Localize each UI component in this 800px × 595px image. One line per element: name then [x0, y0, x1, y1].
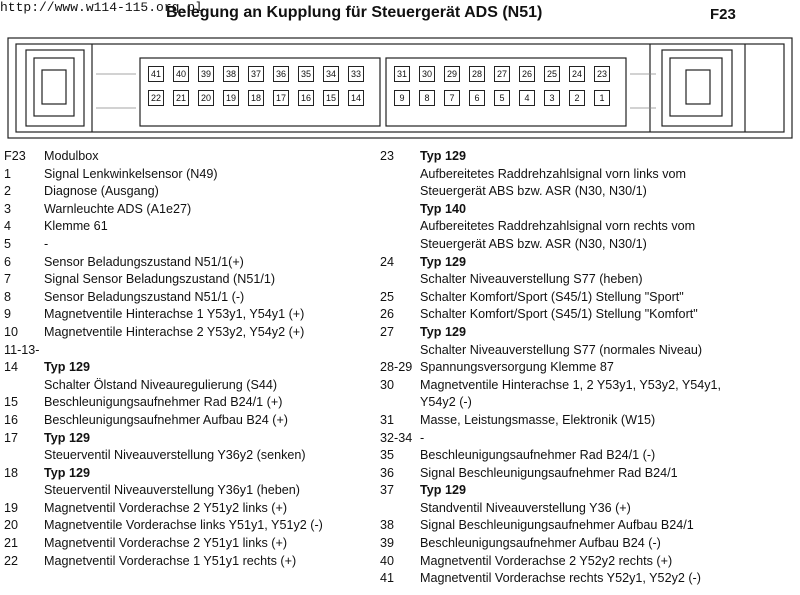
- pin-list-row: [4, 201, 380, 219]
- pin-list-row: [4, 166, 380, 184]
- pin-description: -: [44, 236, 49, 251]
- pin-number: 20: [4, 518, 19, 533]
- pin-list-row: [380, 394, 800, 412]
- pin-number: 14: [4, 360, 19, 375]
- pin-number: 39: [380, 536, 395, 551]
- pin-description: Signal Beschleunigungsaufnehmer Aufbau B24/1: [420, 518, 694, 533]
- pin-list-left: [4, 148, 380, 570]
- pin-description: Sensor Beladungszustand N51/1(+): [44, 254, 244, 269]
- figure-label: F23: [710, 6, 736, 23]
- connector-outline: [0, 24, 800, 142]
- connector-pin: 33: [348, 66, 364, 82]
- pin-list-row: [4, 500, 380, 518]
- pin-list-row: [380, 570, 800, 588]
- pin-number: 3: [4, 201, 12, 216]
- pin-list-row: [380, 482, 800, 500]
- pin-description: Beschleunigungsaufnehmer Rad B24/1 (-): [420, 448, 656, 463]
- pin-description: Spannungsversorgung Klemme 87: [420, 360, 614, 375]
- pin-list-row: [380, 447, 800, 465]
- model-type-label: Typ 129: [420, 149, 466, 163]
- pin-list-row: [380, 430, 800, 448]
- pin-list-row: [380, 517, 800, 535]
- pin-description: Signal Beschleunigungsaufnehmer Rad B24/1: [420, 465, 678, 480]
- pin-list-right: [380, 148, 800, 588]
- pin-description: Warnleuchte ADS (A1e27): [44, 201, 192, 216]
- connector-pin: 37: [248, 66, 264, 82]
- pin-number: 40: [380, 553, 395, 568]
- pin-list-row: [380, 271, 800, 289]
- pin-number: 36: [380, 465, 395, 480]
- connector-pin: 15: [323, 90, 339, 106]
- pin-number: 2: [4, 184, 12, 199]
- connector-pin: 29: [444, 66, 460, 82]
- pin-list-row: [380, 201, 800, 219]
- pin-list-row: [380, 324, 800, 342]
- pin-list-row: [4, 306, 380, 324]
- pin-number: 41: [380, 571, 395, 586]
- pin-list-row: [380, 166, 800, 184]
- pin-number: 37: [380, 483, 395, 498]
- pin-number: 35: [380, 448, 395, 463]
- connector-pin: 19: [223, 90, 239, 106]
- connector-pin: 2: [569, 90, 585, 106]
- connector-pin: 3: [544, 90, 560, 106]
- pin-list-row: [4, 359, 380, 377]
- pin-list-row: [4, 465, 380, 483]
- pin-number: 24: [380, 254, 395, 269]
- connector-pin: 38: [223, 66, 239, 82]
- pin-description: Magnetventil Vorderachse 2 Y51y1 links (+): [44, 536, 288, 551]
- pin-number: 26: [380, 307, 395, 322]
- pin-list-row: [380, 289, 800, 307]
- pin-number: 27: [380, 324, 395, 339]
- pin-description: Steuergerät ABS bzw. ASR (N30, N30/1): [420, 184, 647, 199]
- pin-number: 25: [380, 289, 395, 304]
- connector-pin: 14: [348, 90, 364, 106]
- connector-pin: 5: [494, 90, 510, 106]
- pin-number: 38: [380, 518, 395, 533]
- pin-number: 9: [4, 307, 12, 322]
- pin-number: 18: [4, 465, 19, 480]
- connector-pin: 34: [323, 66, 339, 82]
- pin-list-row: [4, 289, 380, 307]
- pin-description: Schalter Niveauverstellung S77 (heben): [420, 272, 643, 287]
- connector-pin: 20: [198, 90, 214, 106]
- pin-list-row: [4, 535, 380, 553]
- connector-pin: 6: [469, 90, 485, 106]
- pin-list-row: [4, 553, 380, 571]
- pin-list-row: [380, 218, 800, 236]
- pin-list-row: [4, 517, 380, 535]
- pin-number: 5: [4, 236, 12, 251]
- pin-list-row: [380, 359, 800, 377]
- pin-number: 19: [4, 500, 19, 515]
- pin-list-row: [380, 183, 800, 201]
- pin-number: 32-34: [380, 430, 413, 445]
- pin-number: 16: [4, 412, 19, 427]
- pin-description: Beschleunigungsaufnehmer Aufbau B24 (+): [44, 412, 288, 427]
- connector-housing: [8, 38, 792, 138]
- connector-pin: 36: [273, 66, 289, 82]
- connector-pin: 25: [544, 66, 560, 82]
- pin-description: Steuergerät ABS bzw. ASR (N30, N30/1): [420, 236, 647, 251]
- connector-pin: 18: [248, 90, 264, 106]
- pin-description: Schalter Ölstand Niveauregulierung (S44): [44, 377, 278, 392]
- pin-description: Magnetventil Vorderachse 1 Y51y1 rechts (+): [44, 553, 297, 568]
- pin-description: Klemme 61: [44, 219, 108, 234]
- pin-number: 23: [380, 149, 395, 163]
- connector-pin: 21: [173, 90, 189, 106]
- pin-number: 31: [380, 412, 395, 427]
- pin-description: Beschleunigungsaufnehmer Rad B24/1 (+): [44, 395, 283, 410]
- pin-list-row: [4, 218, 380, 236]
- connector-pin: 23: [594, 66, 610, 82]
- pin-number: 7: [4, 272, 12, 287]
- pin-list-row: [4, 482, 380, 500]
- pin-list-row: [380, 377, 800, 395]
- pin-list-row: [4, 394, 380, 412]
- pin-number: 21: [4, 536, 19, 551]
- connector-pin: 31: [394, 66, 410, 82]
- connector-pin: 26: [519, 66, 535, 82]
- pin-description: Magnetventile Vorderachse links Y51y1, Y51y2 (-): [44, 518, 323, 533]
- pin-description: Magnetventile Hinterachse 1, 2 Y53y1, Y53y2, Y54y1,: [420, 377, 722, 392]
- pin-description: Aufbereitetes Raddrehzahlsignal vorn rechts vom: [420, 219, 696, 234]
- pin-list-row: [380, 465, 800, 483]
- connector-pin: 35: [298, 66, 314, 82]
- pin-number: 6: [4, 254, 12, 269]
- model-type-label: Typ 129: [420, 254, 466, 269]
- left-latch: [26, 50, 84, 126]
- pin-list-row: [4, 254, 380, 272]
- pin-list-row: [4, 324, 380, 342]
- page-title: Belegung an Kupplung für Steuergerät ADS (N51): [166, 4, 543, 21]
- pin-description: -: [420, 430, 425, 445]
- pin-list-row: [380, 236, 800, 254]
- connector-pin: 8: [419, 90, 435, 106]
- pin-list-row: [4, 430, 380, 448]
- pin-description: Beschleunigungsaufnehmer Aufbau B24 (-): [420, 536, 661, 551]
- pin-list-row: [4, 183, 380, 201]
- pin-list-row: [380, 342, 800, 360]
- pin-description: Standventil Niveauverstellung Y36 (+): [420, 500, 631, 515]
- connector-pin: 28: [469, 66, 485, 82]
- connector-pin: 9: [394, 90, 410, 106]
- pin-number: F23: [4, 149, 26, 163]
- connector-diagram: [0, 24, 800, 142]
- connector-pin: 16: [298, 90, 314, 106]
- connector-pin: 30: [419, 66, 435, 82]
- connector-pin: 40: [173, 66, 189, 82]
- pin-list-row: [4, 342, 380, 360]
- pin-description: Steuerventil Niveauverstellung Y36y2 (senken): [44, 448, 306, 463]
- model-type-label: Typ 140: [420, 201, 466, 216]
- model-type-label: Typ 129: [44, 465, 90, 480]
- pin-description: Signal Lenkwinkelsensor (N49): [44, 166, 218, 181]
- pin-list-row: [380, 553, 800, 571]
- pin-description: Schalter Komfort/Sport (S45/1) Stellung "Sport": [420, 289, 684, 304]
- pin-number: 28-29: [380, 360, 413, 375]
- pin-description: Magnetventil Vorderachse 2 Y52y2 rechts (+): [420, 553, 673, 568]
- pin-number: 4: [4, 219, 12, 234]
- pin-list-row: [4, 377, 380, 395]
- connector-pin: 7: [444, 90, 460, 106]
- pin-description: Signal Sensor Beladungszustand (N51/1): [44, 272, 276, 287]
- connector-pin: 24: [569, 66, 585, 82]
- pin-description: Schalter Komfort/Sport (S45/1) Stellung "Komfort": [420, 307, 698, 322]
- connector-pin: 41: [148, 66, 164, 82]
- pin-description: Sensor Beladungszustand N51/1 (-): [44, 289, 245, 304]
- pin-list-row: [380, 535, 800, 553]
- model-type-label: Typ 129: [44, 360, 90, 375]
- pin-description: Y54y2 (-): [420, 395, 472, 410]
- pin-description: Masse, Leistungsmasse, Elektronik (W15): [420, 412, 656, 427]
- connector-pin: 1: [594, 90, 610, 106]
- pin-list-row: [380, 306, 800, 324]
- pin-number: 8: [4, 289, 12, 304]
- pin-number: 30: [380, 377, 395, 392]
- pin-description: Schalter Niveauverstellung S77 (normales Niveau): [420, 342, 703, 357]
- pin-list-row: [4, 447, 380, 465]
- connector-pin: 4: [519, 90, 535, 106]
- pin-list-row: [4, 148, 380, 166]
- pin-description: Magnetventil Vorderachse 2 Y51y2 links (+): [44, 500, 288, 515]
- pin-number: 1: [4, 166, 12, 181]
- pin-number: 10: [4, 324, 19, 339]
- pin-list-row: [380, 412, 800, 430]
- pin-description: Steuerventil Niveauverstellung Y36y1 (heben): [44, 483, 300, 498]
- connector-pin: 17: [273, 90, 289, 106]
- pin-list-row: [4, 412, 380, 430]
- pin-list-row: [380, 254, 800, 272]
- pin-list-row: [380, 148, 800, 166]
- pin-description: Magnetventil Vorderachse rechts Y52y1, Y52y2 (-): [420, 571, 701, 586]
- pin-number: 17: [4, 430, 19, 445]
- connector-pin: 22: [148, 90, 164, 106]
- pin-description: Modulbox: [44, 149, 99, 163]
- model-type-label: Typ 129: [420, 483, 466, 498]
- connector-pin: 39: [198, 66, 214, 82]
- pin-number: 22: [4, 553, 19, 568]
- pin-description: Magnetventile Hinterachse 2 Y53y2, Y54y2 (+): [44, 324, 305, 339]
- pin-number: 15: [4, 395, 19, 410]
- model-type-label: Typ 129: [420, 324, 466, 339]
- pin-list-row: [4, 271, 380, 289]
- connector-pin: 27: [494, 66, 510, 82]
- pin-description: Aufbereitetes Raddrehzahlsignal vorn links vom: [420, 166, 687, 181]
- pin-list-row: [380, 500, 800, 518]
- pin-number: 11-13-: [4, 342, 40, 357]
- pin-description: Diagnose (Ausgang): [44, 184, 159, 199]
- source-url: http://www.w114-115.org.pl: [0, 0, 203, 15]
- pin-list-row: [4, 236, 380, 254]
- model-type-label: Typ 129: [44, 430, 90, 445]
- pin-description: Magnetventile Hinterachse 1 Y53y1, Y54y1 (+): [44, 307, 305, 322]
